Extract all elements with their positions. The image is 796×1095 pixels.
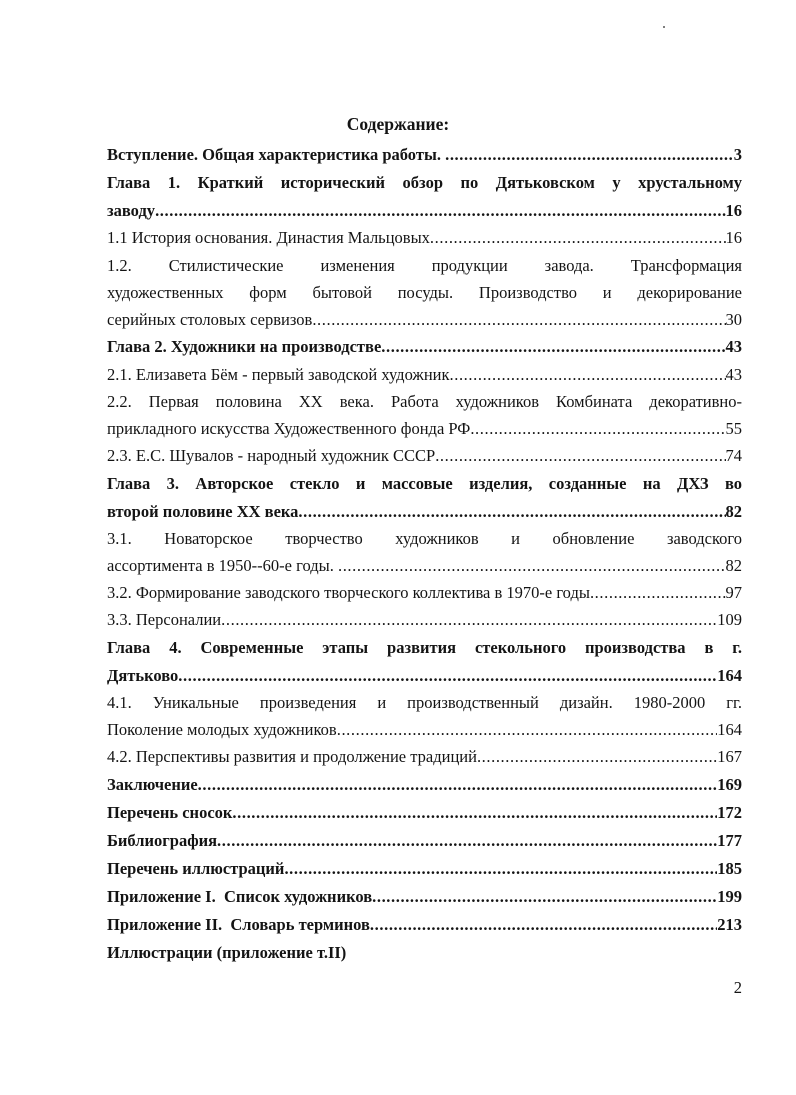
toc-entry-bibliography[interactable]: Библиография ..... 177 [107,829,742,853]
toc-entry-illustrations[interactable]: Иллюстрации (приложение т.II) [107,943,347,962]
toc-entry-section-1-2[interactable]: 1.2. Стилистические изменения продукции завода. Трансформация [107,256,742,275]
toc-entry-section-1-2-end[interactable]: серийных столовых сервизов ..... 30 [107,308,742,332]
toc-entry-chapter-3[interactable]: Глава 3. Авторское стекло и массовые изделия, созданные на ДХЗ во [107,474,742,493]
toc-entry-chapter-4-cont[interactable]: Дятьково ..... 164 [107,664,742,688]
toc-entry-section-2-2[interactable]: 2.2. Первая половина XX века. Работа художников Комбината декоративно- [107,392,742,411]
toc-entry-section-2-3[interactable]: 2.3. Е.С. Шувалов - народный художник СССР ..... 74 [107,444,742,468]
toc-entry-footnotes[interactable]: Перечень сносок ..... 172 [107,801,742,825]
toc-entry-chapter-2[interactable]: Глава 2. Художники на производстве ..... 43 [107,335,742,359]
toc-entry-chapter-1-cont[interactable]: заводу ..... 16 [107,199,742,223]
toc-entry-section-4-2[interactable]: 4.2. Перспективы развития и продолжение традиций ..... 167 [107,745,742,769]
toc-entry-section-2-1[interactable]: 2.1. Елизавета Бём - первый заводской художник ..... 43 [107,363,742,387]
toc-entry-section-1-1[interactable]: 1.1 История основания. Династия Мальцовых ..... 16 [107,226,742,250]
toc-entry-chapter-4[interactable]: Глава 4. Современные этапы развития стекольного производства в г. [107,638,742,657]
page-title: Содержание: [346,114,450,134]
page-number: 2 [733,978,742,997]
toc-entry-introduction[interactable]: Вступление. Общая характеристика работы. ..... 3 [107,143,742,167]
toc-entry-chapter-3-cont[interactable]: второй половине XX века ..... 82 [107,500,742,524]
toc-entry-appendix-1[interactable]: Приложение I. Список художников ..... 199 [107,885,742,909]
toc-entry-section-3-1[interactable]: 3.1. Новаторское творчество художников и обновление заводского [107,529,742,548]
toc-entry-section-3-3[interactable]: 3.3. Персоналии ..... 109 [107,608,742,632]
toc-entry-chapter-1[interactable]: Глава 1. Краткий исторический обзор по Дятьковском у хрустальному [107,173,742,192]
toc-entry-conclusion[interactable]: Заключение ..... 169 [107,773,742,797]
toc-entry-illustrations-list[interactable]: Перечень иллюстраций ..... 185 [107,857,742,881]
toc-entry-section-3-2[interactable]: 3.2. Формирование заводского творческого коллектива в 1970-е годы ..... 97 [107,581,742,605]
toc-entry-appendix-2[interactable]: Приложение II. Словарь терминов ..... 213 [107,913,742,937]
toc-entry-section-2-2-cont[interactable]: прикладного искусства Художественного фонда РФ ..... 55 [107,417,742,441]
toc-entry-section-4-1[interactable]: 4.1. Уникальные произведения и производственный дизайн. 1980-2000 гг. [107,693,742,712]
toc-entry-section-3-1-cont[interactable]: ассортимента в 1950--60-е годы. ..... 82 [107,554,742,578]
toc-entry-section-4-1-cont[interactable]: Поколение молодых художников ..... 164 [107,718,742,742]
scan-speck [663,26,665,28]
toc-entry-section-1-2-cont[interactable]: художественных форм бытовой посуды. Производство и декорирование [107,283,742,302]
